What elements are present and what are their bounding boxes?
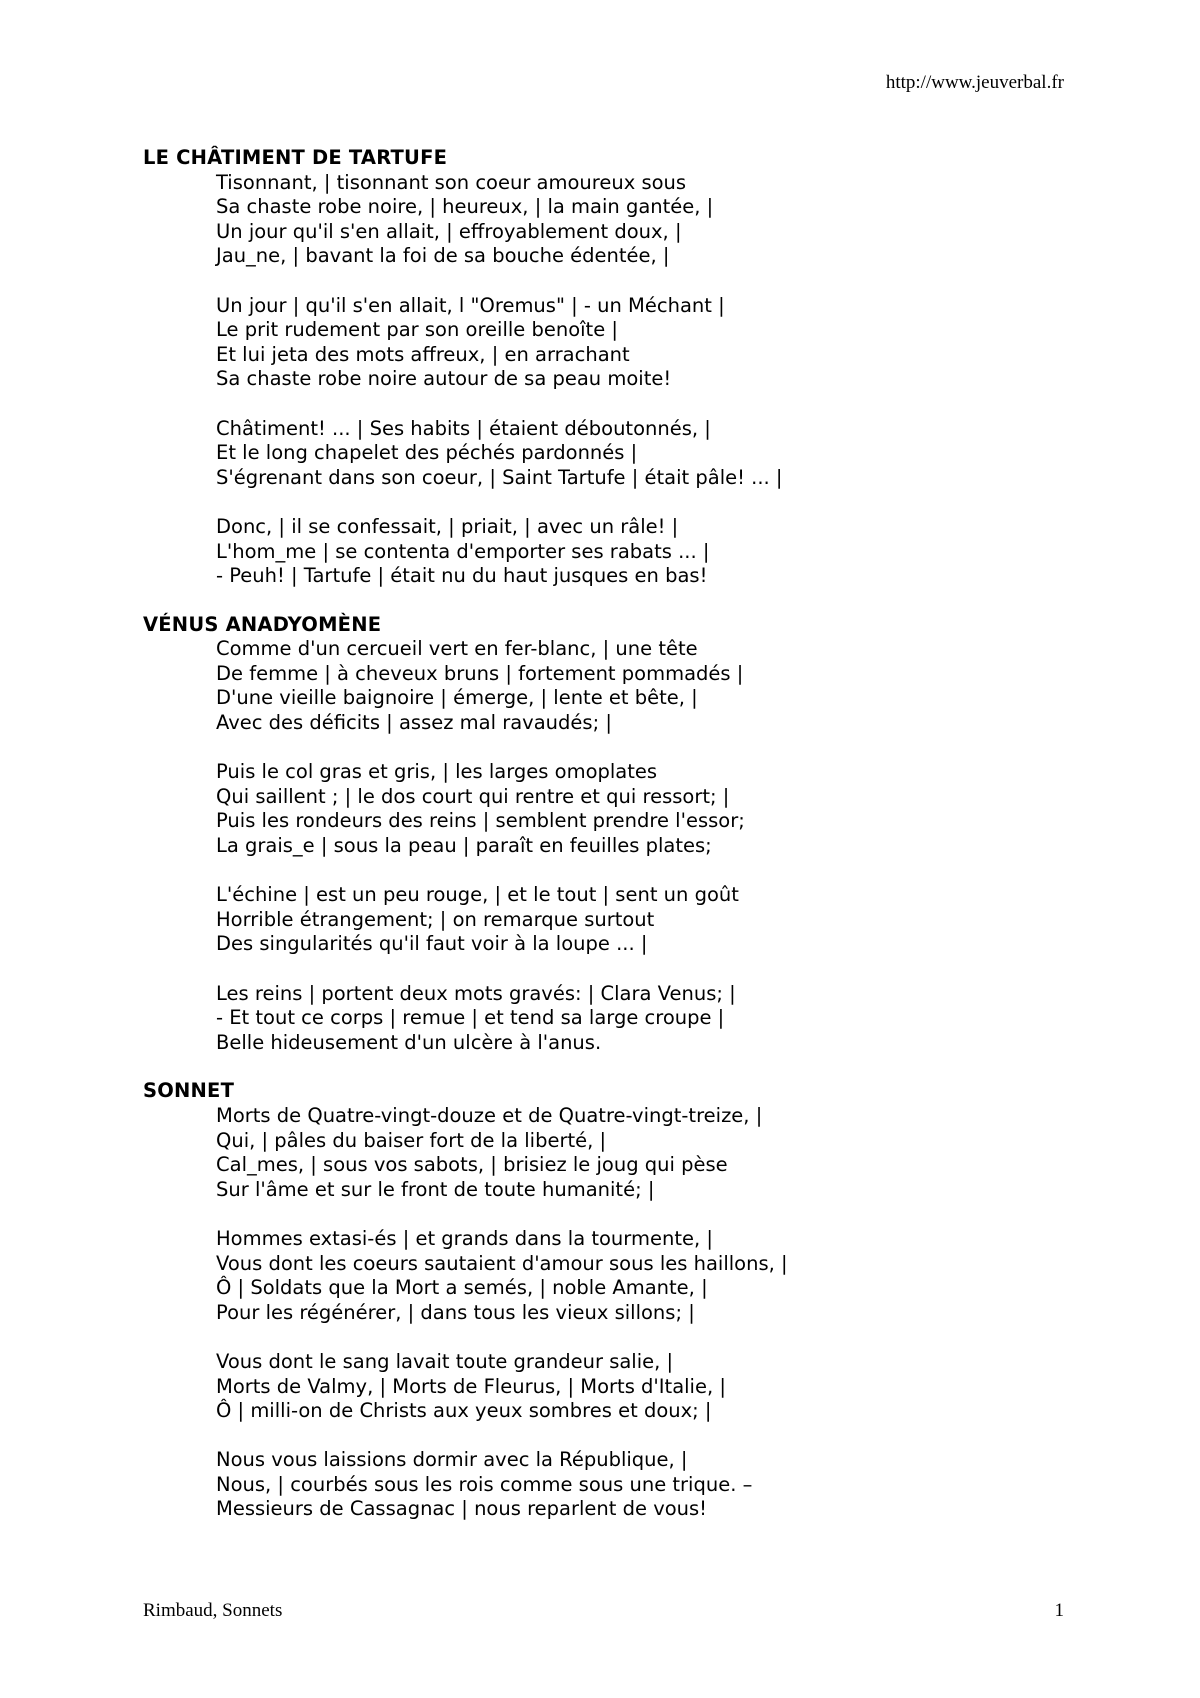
verse-line: Et le long chapelet des péchés pardonnés | (216, 441, 638, 465)
verse-line: Jau_ne, | bavant la foi de sa bouche édentée, | (216, 244, 670, 268)
verse-line: Et lui jeta des mots affreux, | en arrachant (216, 342, 630, 366)
verse-line: Hommes extasi-és | et grands dans la tourmente, | (216, 1226, 713, 1250)
verse-line: Nous vous laissions dormir avec la République, | (216, 1448, 688, 1472)
verse-line: Sur l'âme et sur le front de toute humanité; | (216, 1177, 655, 1201)
stanza (143, 1448, 1103, 1522)
verse-line: Pour les régénérer, | dans tous les vieux sillons; | (216, 1300, 695, 1324)
stanza (143, 883, 1103, 957)
verse-line: L'échine | est un peu rouge, | et le tout | sent un goût (216, 883, 739, 907)
stanza (143, 294, 1103, 392)
verse-line: Qui saillent ; | le dos court qui rentre et qui ressort; | (216, 784, 730, 808)
footer-source: Rimbaud, Sonnets (143, 1600, 283, 1621)
verse-line: Cal_mes, | sous vos sabots, | brisiez le joug qui pèse (216, 1153, 728, 1177)
verse-line: Morts de Quatre-vingt-douze et de Quatre-vingt-treize, | (216, 1103, 763, 1127)
stanza (143, 171, 1103, 269)
verse-line: Nous, | courbés sous les rois comme sous une trique. – (216, 1472, 753, 1496)
verse-line: - Et tout ce corps | remue | et tend sa large croupe | (216, 1006, 725, 1030)
verse-line: - Peuh! | Tartufe | était nu du haut jusques en bas! (216, 564, 708, 588)
verse-line: Châtiment! ... | Ses habits | étaient déboutonnés, | (216, 416, 711, 440)
verse-line: Sa chaste robe noire autour de sa peau moite! (216, 367, 672, 391)
verse-line: Ô | Soldats que la Mort a semés, | noble Amante, | (216, 1276, 708, 1300)
verse-line: L'hom_me | se contenta d'emporter ses rabats ... | (216, 539, 710, 563)
verse-line: Puis le col gras et gris, | les larges omoplates (216, 760, 658, 784)
stanza (143, 1104, 1103, 1202)
poem (143, 146, 1103, 589)
verse-line: Comme d'un cercueil vert en fer-blanc, | une tête (216, 637, 698, 661)
page-number: 1 (1054, 1600, 1064, 1621)
poem (143, 1079, 1103, 1522)
verse-line: Tisonnant, | tisonnant son coeur amoureux sous (216, 170, 687, 194)
poem (143, 613, 1103, 1056)
verse-line: Horrible étrangement; | on remarque surtout (216, 907, 655, 931)
poem-title: LE CHÂTIMENT DE TARTUFE (143, 146, 448, 169)
header-url: http://www.jeuverbal.fr (885, 72, 1064, 93)
verse-line: Ô | milli-on de Christs aux yeux sombres et doux; | (216, 1399, 712, 1423)
poem-title: SONNET (143, 1079, 235, 1103)
verse-line: Vous dont les coeurs sautaient d'amour sous les haillons, | (216, 1251, 788, 1275)
verse-line: De femme | à cheveux bruns | fortement pommadés | (216, 661, 744, 685)
verse-line: Avec des déficits | assez mal ravaudés; | (216, 711, 612, 735)
stanza (143, 760, 1103, 858)
verse-line: Belle hideusement d'un ulcère à l'anus. (216, 1030, 602, 1054)
verse-line: Les reins | portent deux mots gravés: | Clara Venus; | (216, 981, 736, 1005)
stanza (143, 417, 1103, 491)
stanza (143, 982, 1103, 1056)
verse-line: Puis les rondeurs des reins | semblent prendre l'essor; (216, 809, 745, 833)
verse-line: Un jour | qu'il s'en allait, l "Oremus" | - un Méchant | (216, 293, 725, 317)
stanza (143, 515, 1103, 589)
verse-line: Messieurs de Cassagnac | nous reparlent de vous! (216, 1497, 708, 1521)
stanza (143, 1227, 1103, 1325)
verse-line: Qui, | pâles du baiser fort de la liberté, | (216, 1128, 607, 1152)
verse-line: Le prit rudement par son oreille benoîte | (216, 318, 618, 342)
stanza (143, 637, 1103, 735)
stanza (143, 1350, 1103, 1424)
verse-line: Morts de Valmy, | Morts de Fleurus, | Morts d'Italie, | (216, 1374, 726, 1398)
document-body (143, 146, 1103, 1546)
verse-line: Donc, | il se confessait, | priait, | avec un râle! | (216, 514, 679, 538)
verse-line: Sa chaste robe noire, | heureux, | la main gantée, | (216, 195, 714, 219)
verse-line: Des singularités qu'il faut voir à la loupe ... | (216, 932, 648, 956)
verse-line: S'égrenant dans son coeur, | Saint Tartufe | était pâle! ... | (216, 465, 783, 489)
poem-title: VÉNUS ANADYOMÈNE (143, 612, 382, 636)
verse-line: Vous dont le sang lavait toute grandeur salie, | (216, 1349, 674, 1373)
verse-line: D'une vieille baignoire | émerge, | lente et bête, | (216, 686, 698, 710)
verse-line: La grais_e | sous la peau | paraît en feuilles plates; (216, 834, 712, 858)
verse-line: Un jour qu'il s'en allait, | effroyablement doux, | (216, 219, 682, 243)
